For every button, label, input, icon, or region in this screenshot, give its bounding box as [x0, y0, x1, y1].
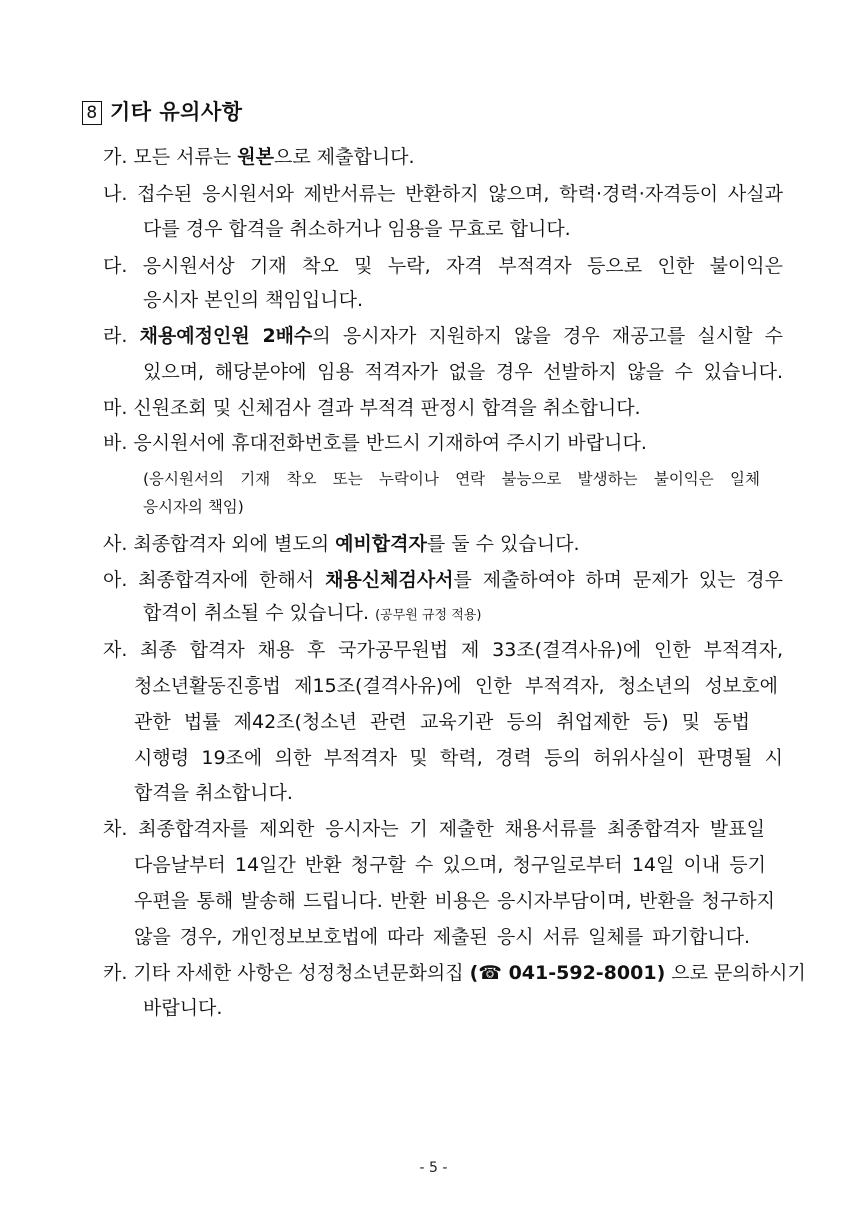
emphasis-quota: 채용예정인원 2배수	[139, 325, 313, 347]
item-ja-line2: 청소년활동진흥법 제15조(결격사유)에 인한 부적격자, 청소년의 성보호에	[134, 675, 778, 697]
section-heading	[82, 96, 243, 126]
item-ka-line2: 바랍니다.	[143, 997, 223, 1019]
item-a-line1: 아. 최종합격자에 한해서 채용신체검사서를 제출하여야 하며 문제가 있는 경우	[103, 569, 783, 591]
contact-phone: (☎ 041-592-8001)	[469, 962, 666, 984]
item-na-line2: 다를 경우 합격을 취소하거나 임용을 무효로 합니다.	[143, 218, 571, 240]
item-cha-line1: 차. 최종합격자를 제외한 응시자는 기 제출한 채용서류를 최종합격자 발표일	[103, 818, 765, 840]
item-ba-note2: 응시자의 책임)	[143, 498, 244, 516]
page-number: - 5 -	[419, 1160, 448, 1176]
item-ga-line1: 가. 모든 서류는 원본으로 제출합니다.	[103, 146, 415, 168]
item-a-line2: 합격이 취소될 수 있습니다. (공무원 규정 적용)	[143, 602, 482, 624]
item-ja-line5: 합격을 취소합니다.	[134, 782, 293, 804]
emphasis-reserve: 예비합격자	[335, 533, 427, 555]
item-da-line1: 다. 응시원서상 기재 착오 및 누락, 자격 부적격자 등으로 인한 불이익은	[103, 255, 783, 277]
item-cha-line3: 우편을 통해 발송해 드립니다. 반환 비용은 응시자부담이며, 반환을 청구하지	[134, 890, 775, 912]
emphasis-original: 원본	[237, 146, 275, 168]
item-a-note: (공무원 규정 적용)	[375, 608, 482, 623]
item-ja-line1: 자. 최종 합격자 채용 후 국가공무원법 제 33조(결격사유)에 인한 부적격자,	[103, 639, 783, 661]
section-number: 8	[82, 101, 102, 125]
section-title: 기타 유의사항	[110, 100, 243, 124]
item-cha-line4: 않을 경우, 개인정보보호법에 따라 제출된 응시 서류 일체를 파기합니다.	[134, 926, 750, 948]
item-sa-line1: 사. 최종합격자 외에 별도의 예비합격자를 둘 수 있습니다.	[103, 533, 580, 555]
item-na-line1: 나. 접수된 응시원서와 제반서류는 반환하지 않으며, 학력·경력·자격등이 사실과	[103, 183, 783, 205]
item-da-line2: 응시자 본인의 책임입니다.	[143, 289, 364, 311]
item-ka-line1: 카. 기타 자세한 사항은 성정청소년문화의집 (☎ 041-592-8001) 으로 문의하시기	[103, 962, 806, 984]
item-ja-line3: 관한 법률 제42조(청소년 관련 교육기관 등의 취업제한 등) 및 동법	[134, 711, 750, 733]
emphasis-health-cert: 채용신체검사서	[325, 569, 454, 591]
item-ra-line1: 라. 채용예정인원 2배수의 응시자가 지원하지 않을 경우 재공고를 실시할 수	[103, 325, 784, 347]
item-ba-note1: (응시원서의 기재 착오 또는 누락이나 연락 불능으로 발생하는 불이익은 일체	[143, 470, 760, 488]
item-ra-line2: 있으며, 해당분야에 임용 적격자가 없을 경우 선발하지 않을 수 있습니다.	[143, 361, 783, 383]
item-ma-line1: 마. 신원조회 및 신체검사 결과 부적격 판정시 합격을 취소합니다.	[103, 397, 641, 419]
item-ba-line1: 바. 응시원서에 휴대전화번호를 반드시 기재하여 주시기 바랍니다.	[103, 432, 647, 454]
item-cha-line2: 다음날부터 14일간 반환 청구할 수 있으며, 청구일로부터 14일 이내 등기	[134, 854, 766, 876]
item-ja-line4: 시행령 19조에 의한 부적격자 및 학력, 경력 등의 허위사실이 판명될 시	[134, 747, 783, 769]
